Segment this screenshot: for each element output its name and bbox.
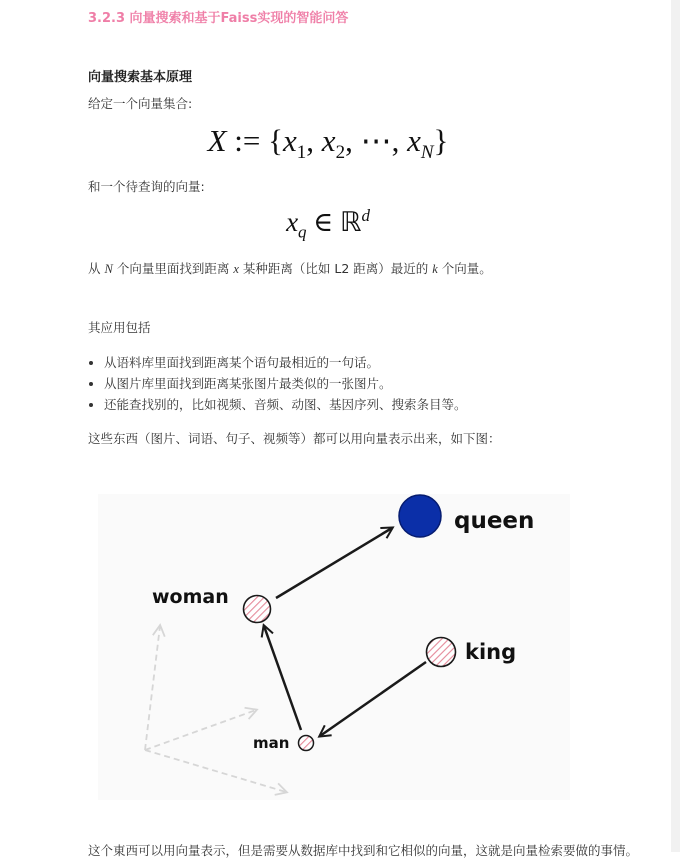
eq-xq: x: [286, 207, 299, 237]
eq-sub2: 2: [335, 142, 346, 164]
applications-label: 其应用包括: [88, 320, 151, 335]
word-vector-diagram: [98, 494, 570, 800]
eq-lhs: X: [207, 123, 227, 158]
list-item: • 从图片库里面找到距离某张图片最类似的一张图片。: [104, 373, 467, 394]
intro-set-text: 给定一个向量集合:: [88, 96, 193, 111]
eq-comma-1: ,: [306, 123, 315, 158]
eq-comma-3: ,: [391, 123, 400, 158]
eq-xN: x: [407, 123, 421, 158]
subheading: 向量搜索基本原理: [88, 70, 193, 85]
list-item: • 从语料库里面找到距离某个语句最相近的一句话。: [104, 352, 467, 373]
eq-sub-q: q: [298, 222, 307, 242]
equation-query-vector: [88, 206, 568, 242]
find-part3: 某种距离（比如 L2 距离）最近的: [242, 261, 429, 276]
king-node: [427, 638, 456, 667]
eq-subN: N: [420, 142, 434, 164]
eq-sup-d: d: [361, 206, 370, 225]
man-label: man: [253, 734, 290, 752]
cut-off-paragraph: [88, 843, 639, 858]
find-part1: 从: [88, 261, 101, 276]
find-N: N: [104, 262, 113, 276]
cut-off-text: 这个東西可以用向量表示，但是需要从数据库中找到和它相似的向量，这就是向量检索要做的事情。: [88, 843, 639, 858]
arrow-king-to-man: [320, 662, 426, 736]
applications-list: [88, 352, 467, 415]
arrow-man-to-woman: [264, 626, 301, 730]
eq-open-brace: {: [268, 123, 284, 158]
eq-x2: x: [321, 123, 336, 158]
woman-node: [244, 596, 271, 623]
king-label: king: [465, 640, 517, 664]
queen-label: queen: [454, 508, 535, 534]
man-node: [299, 736, 314, 751]
find-part4: 个向量。: [441, 261, 492, 276]
scrollbar-track[interactable]: [671, 0, 680, 852]
eq-comma-2: ,: [345, 123, 353, 158]
find-sentence: [88, 261, 492, 277]
equation-vector-set: [88, 123, 568, 164]
eq-real-set: ℝ: [340, 207, 362, 238]
section-heading: 3.2.3 向量搜索和基于Faiss实现的智能问答: [88, 11, 349, 26]
find-x: x: [233, 262, 239, 276]
intro-query-text: 和一个待查询的向量:: [88, 179, 205, 194]
list-item: • 还能查找别的，比如视频、音频、动图、基因序列、搜索条目等。: [104, 394, 467, 415]
find-k: k: [432, 262, 438, 276]
arrow-woman-to-queen: [276, 528, 392, 598]
eq-in: ∈: [313, 207, 334, 237]
eq-sub1: 1: [296, 142, 307, 164]
queen-node: [399, 495, 441, 537]
eq-dots: ⋯: [360, 123, 392, 158]
find-part2: 个向量里面找到距离: [116, 261, 230, 276]
background-axes: [145, 626, 286, 792]
figure-caption-intro: 这些东西（图片、词语、句子、视频等）都可以用向量表示出来，如下图：: [88, 431, 501, 446]
eq-assign: :=: [234, 123, 261, 158]
eq-x1: x: [283, 123, 297, 158]
eq-close-brace: }: [433, 123, 449, 158]
word-vector-figure: [98, 494, 570, 800]
woman-label: woman: [152, 586, 229, 608]
